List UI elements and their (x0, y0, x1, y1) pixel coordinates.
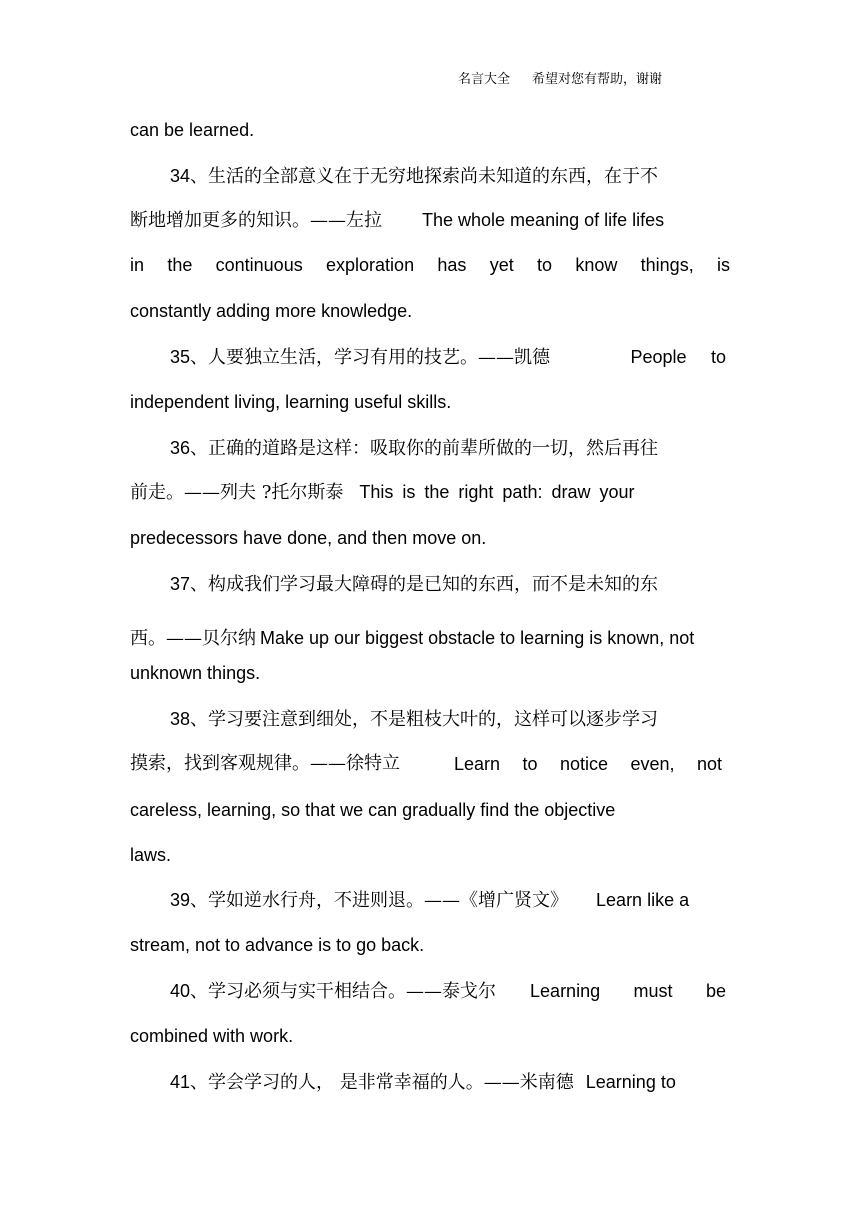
quote-38-line-4: laws. (130, 845, 172, 865)
quote-38-line-1 (170, 707, 658, 732)
quote-chinese: 前走。——列夫 ?托尔斯泰 (130, 482, 344, 503)
quote-39-line-1 (170, 888, 689, 913)
quote-36-line-2 (130, 480, 635, 505)
quote-36-line-1 (170, 436, 658, 461)
word: notice (559, 754, 609, 774)
quote-english (454, 752, 722, 776)
quote-34-line-4: constantly adding more knowledge. (130, 301, 413, 321)
word: know (575, 255, 618, 275)
quote-37-line-2 (130, 626, 694, 651)
quote-35-line-2: independent living, learning useful skills. (130, 392, 452, 412)
word: to (710, 347, 726, 367)
quote-english: This is the right path: draw your (359, 482, 635, 502)
quote-34-line-3 (130, 253, 730, 277)
quote-37-line-3: unknown things. (130, 663, 261, 683)
word: Learn (454, 754, 501, 774)
header-note: 希望对您有帮助，谢谢 (532, 72, 663, 87)
quote-34-line-2 (130, 208, 664, 233)
word: be (705, 981, 726, 1001)
quote-40-line-2: combined with work. (130, 1026, 294, 1046)
quote-english (530, 979, 726, 1004)
word: has (437, 255, 467, 275)
quote-36-line-3: predecessors have done, and then move on. (130, 528, 487, 548)
word: even, (630, 754, 675, 774)
quote-number: 35 (170, 347, 191, 367)
word: continuous (215, 255, 303, 275)
quote-chinese: 、人要独立生活，学习有用的技艺。——凯德 (190, 347, 551, 368)
word: must (633, 981, 673, 1001)
quote-37-line-1 (170, 572, 658, 597)
word: the (167, 255, 193, 275)
quote-34-line-1 (170, 164, 658, 189)
quote-chinese: 断地增加更多的知识。——左拉 (130, 210, 382, 231)
word: Learning (530, 981, 601, 1001)
text-line: can be learned. (130, 120, 255, 140)
word: exploration (326, 255, 415, 275)
quote-chinese: 西。——贝尔纳 (130, 628, 256, 649)
quote-chinese: 、学如逆水行舟，不进则退。——《增广贤文》 (190, 890, 569, 911)
word: yet (489, 255, 514, 275)
quote-number: 37 (170, 574, 191, 594)
quote-number: 40 (170, 981, 191, 1001)
quote-chinese: 、构成我们学习最大障碍的是已知的东西，而不是未知的东 (190, 574, 659, 595)
word: things, (640, 255, 694, 275)
word: not (696, 754, 722, 774)
word: in (130, 255, 145, 275)
quote-39-line-2: stream, not to advance is to go back. (130, 935, 425, 955)
quote-chinese: 、生活的全部意义在于无穷地探索尚未知道的东西，在于不 (190, 166, 659, 187)
quote-english: The whole meaning of life lifes (422, 210, 665, 230)
quote-english: Learn like a (596, 890, 690, 910)
quote-40-line-1 (170, 979, 726, 1004)
page-header (458, 68, 662, 87)
word: to (537, 255, 553, 275)
word: People (630, 347, 687, 367)
quote-chinese: 、学会学习的人， 是非常幸福的人。——米南德 (190, 1072, 574, 1093)
quote-38-line-2 (130, 752, 722, 776)
quote-chinese: 、学习必须与实干相结合。——泰戈尔 (190, 981, 497, 1002)
quote-number: 36 (170, 438, 191, 458)
quote-38-line-3: careless, learning, so that we can gradually find the objective (130, 800, 616, 820)
quote-number: 34 (170, 166, 191, 186)
word: is (717, 255, 730, 275)
quote-35-line-1 (170, 345, 726, 370)
word: to (522, 754, 538, 774)
quote-english: Learning to (585, 1072, 676, 1092)
quote-41-line-1 (170, 1070, 676, 1095)
header-title: 名言大全 (458, 72, 511, 87)
quote-english: Make up our biggest obstacle to learning is known, not (260, 628, 695, 648)
quote-chinese: 摸索，找到客观规律。——徐特立 (130, 753, 400, 774)
quote-number: 39 (170, 890, 191, 910)
quote-chinese: 、正确的道路是这样：吸取你的前辈所做的一切，然后再往 (190, 438, 659, 459)
quote-number: 41 (170, 1072, 191, 1092)
quote-number: 38 (170, 709, 191, 729)
quote-chinese: 、学习要注意到细处，不是粗枝大叶的，这样可以逐步学习 (190, 709, 659, 730)
